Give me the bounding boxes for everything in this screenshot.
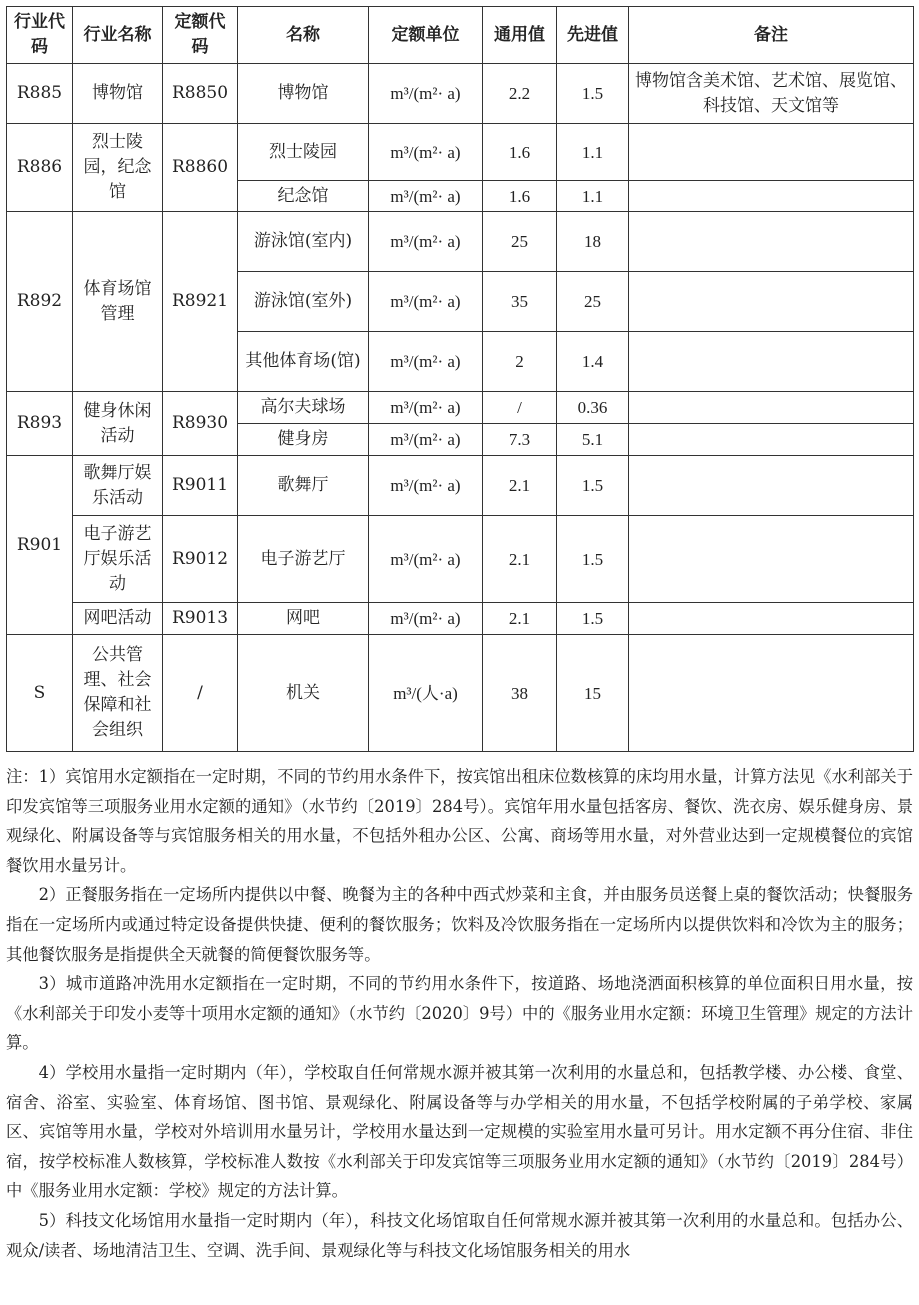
cell-unit: m³/(m²· a) [369, 456, 483, 516]
header-quota-code: 定额代码 [163, 7, 238, 64]
cell-name: 高尔夫球场 [238, 392, 369, 424]
cell-name: 电子游艺厅 [238, 516, 369, 603]
cell-remark [629, 635, 914, 752]
cell-advanced-value: 1.1 [557, 181, 629, 212]
cell-advanced-value: 18 [557, 212, 629, 272]
cell-quota-code: / [163, 635, 238, 752]
cell-unit: m³/(人·a) [369, 635, 483, 752]
cell-industry-code: R885 [7, 64, 73, 124]
cell-advanced-value: 1.1 [557, 124, 629, 181]
header-name: 名称 [238, 7, 369, 64]
cell-quota-code: R8930 [163, 392, 238, 456]
cell-name: 机关 [238, 635, 369, 752]
cell-remark [629, 392, 914, 424]
cell-industry-code: R901 [7, 456, 73, 635]
note-paragraph: 5）科技文化场馆用水量指一定时期内（年），科技文化场馆取自任何常规水源并被其第一次利用的水量总和。包括办公、观众/读者、场地清洁卫生、空调、洗手间、景观绿化等与科技文化场馆服务相关的用水 [6, 1210, 913, 1260]
cell-general-value: 1.6 [483, 124, 557, 181]
cell-industry-name: 公共管理、社会保障和社会组织 [73, 635, 163, 752]
cell-name: 游泳馆(室内) [238, 212, 369, 272]
cell-name: 歌舞厅 [238, 456, 369, 516]
cell-general-value: 2 [483, 332, 557, 392]
header-remark: 备注 [629, 7, 914, 64]
cell-industry-name: 博物馆 [73, 64, 163, 124]
table-row [7, 516, 914, 603]
cell-general-value: 38 [483, 635, 557, 752]
cell-remark [629, 332, 914, 392]
table-notes [6, 762, 913, 1265]
cell-advanced-value: 15 [557, 635, 629, 752]
cell-advanced-value: 1.4 [557, 332, 629, 392]
table-row [7, 392, 914, 424]
table-row [7, 456, 914, 516]
cell-industry-name: 健身休闲活动 [73, 392, 163, 456]
cell-industry-name: 网吧活动 [73, 603, 163, 635]
cell-general-value: / [483, 392, 557, 424]
cell-industry-code: S [7, 635, 73, 752]
cell-name: 烈士陵园 [238, 124, 369, 181]
cell-remark [629, 212, 914, 272]
cell-remark [629, 603, 914, 635]
cell-industry-name: 歌舞厅娱乐活动 [73, 456, 163, 516]
cell-general-value: 35 [483, 272, 557, 332]
cell-unit: m³/(m²· a) [369, 212, 483, 272]
cell-advanced-value: 1.5 [557, 64, 629, 124]
table-row [7, 603, 914, 635]
cell-general-value: 1.6 [483, 181, 557, 212]
cell-unit: m³/(m²· a) [369, 392, 483, 424]
cell-quota-code: R9013 [163, 603, 238, 635]
cell-remark [629, 124, 914, 181]
cell-unit: m³/(m²· a) [369, 424, 483, 456]
table-row [7, 212, 914, 272]
note-paragraph: 3）城市道路冲洗用水定额指在一定时期，不同的节约用水条件下，按道路、场地浇洒面积核算的单位面积日用水量，按《水利部关于印发小麦等十项用水定额的通知》（水节约〔2020〕9号）中的《服务业用水定额：环境卫生管理》规定的方法计算。 [6, 974, 913, 1053]
cell-general-value: 2.1 [483, 516, 557, 603]
cell-industry-code: R886 [7, 124, 73, 212]
table-row [7, 124, 914, 181]
cell-name: 健身房 [238, 424, 369, 456]
cell-general-value: 7.3 [483, 424, 557, 456]
cell-general-value: 2.2 [483, 64, 557, 124]
cell-remark [629, 181, 914, 212]
cell-unit: m³/(m²· a) [369, 332, 483, 392]
cell-advanced-value: 0.36 [557, 392, 629, 424]
cell-industry-name: 电子游艺厅娱乐活动 [73, 516, 163, 603]
note-paragraph: 注：1）宾馆用水定额指在一定时期，不同的节约用水条件下，按宾馆出租床位数核算的床均用水量，计算方法见《水利部关于印发宾馆等三项服务业用水定额的通知》（水节约〔2019〕284号）。宾馆年用水量包括客房、餐饮、洗衣房、娱乐健身房、景观绿化、附属设备等与宾馆服务相关的用水量，不包括外租办公区、公寓、商场等用水量，对外营业达到一定规模餐位的宾馆餐饮用水量另计。 [6, 767, 913, 875]
cell-general-value: 2.1 [483, 456, 557, 516]
cell-remark [629, 424, 914, 456]
cell-unit: m³/(m²· a) [369, 64, 483, 124]
cell-remark [629, 272, 914, 332]
cell-name: 其他体育场(馆) [238, 332, 369, 392]
cell-industry-code: R892 [7, 212, 73, 392]
header-advanced-value: 先进值 [557, 7, 629, 64]
cell-advanced-value: 5.1 [557, 424, 629, 456]
table-row [7, 635, 914, 752]
cell-remark: 博物馆含美术馆、艺术馆、展览馆、科技馆、天文馆等 [629, 64, 914, 124]
table-header-row [7, 7, 914, 64]
cell-unit: m³/(m²· a) [369, 124, 483, 181]
header-general-value: 通用值 [483, 7, 557, 64]
cell-unit: m³/(m²· a) [369, 181, 483, 212]
cell-name: 游泳馆(室外) [238, 272, 369, 332]
water-quota-table [6, 6, 914, 752]
cell-quota-code: R8850 [163, 64, 238, 124]
header-industry-code: 行业代码 [7, 7, 73, 64]
note-paragraph: 2）正餐服务指在一定场所内提供以中餐、晚餐为主的各种中西式炒菜和主食，并由服务员送餐上桌的餐饮活动；快餐服务指在一定场所内或通过特定设备提供快捷、便利的餐饮服务；饮料及冷饮服务指在一定场所内以提供饮料和冷饮为主的服务；其他餐饮服务是指提供全天就餐的简便餐饮服务等。 [6, 885, 913, 964]
cell-quota-code: R8921 [163, 212, 238, 392]
cell-remark [629, 456, 914, 516]
cell-name: 博物馆 [238, 64, 369, 124]
document-page [6, 6, 913, 1265]
header-industry-name: 行业名称 [73, 7, 163, 64]
note-paragraph: 4）学校用水量指一定时期内（年），学校取自任何常规水源并被其第一次利用的水量总和，包括教学楼、办公楼、食堂、宿舍、浴室、实验室、体育场馆、图书馆、景观绿化、附属设备等与办学相关的用水量，不包括学校附属的子弟学校、家属区、宾馆等用水量，学校对外培训用水量另计，学校用水量达到一定规模的实验室用水量可另计。用水定额不再分住宿、非住宿，按学校标准人数核算，学校标准人数按《水利部关于印发宾馆等三项服务业用水定额的通知》（水节约〔2019〕284号）中《服务业用水定额：学校》规定的方法计算。 [6, 1062, 913, 1201]
cell-unit: m³/(m²· a) [369, 516, 483, 603]
cell-industry-name: 烈士陵园，纪念馆 [73, 124, 163, 212]
cell-advanced-value: 1.5 [557, 456, 629, 516]
header-unit: 定额单位 [369, 7, 483, 64]
cell-advanced-value: 1.5 [557, 516, 629, 603]
cell-advanced-value: 1.5 [557, 603, 629, 635]
cell-quota-code: R9012 [163, 516, 238, 603]
table-row [7, 64, 914, 124]
cell-unit: m³/(m²· a) [369, 272, 483, 332]
cell-quota-code: R9011 [163, 456, 238, 516]
cell-industry-code: R893 [7, 392, 73, 456]
cell-name: 纪念馆 [238, 181, 369, 212]
cell-industry-name: 体育场馆管理 [73, 212, 163, 392]
cell-general-value: 25 [483, 212, 557, 272]
cell-quota-code: R8860 [163, 124, 238, 212]
cell-general-value: 2.1 [483, 603, 557, 635]
cell-unit: m³/(m²· a) [369, 603, 483, 635]
cell-advanced-value: 25 [557, 272, 629, 332]
cell-remark [629, 516, 914, 603]
cell-name: 网吧 [238, 603, 369, 635]
